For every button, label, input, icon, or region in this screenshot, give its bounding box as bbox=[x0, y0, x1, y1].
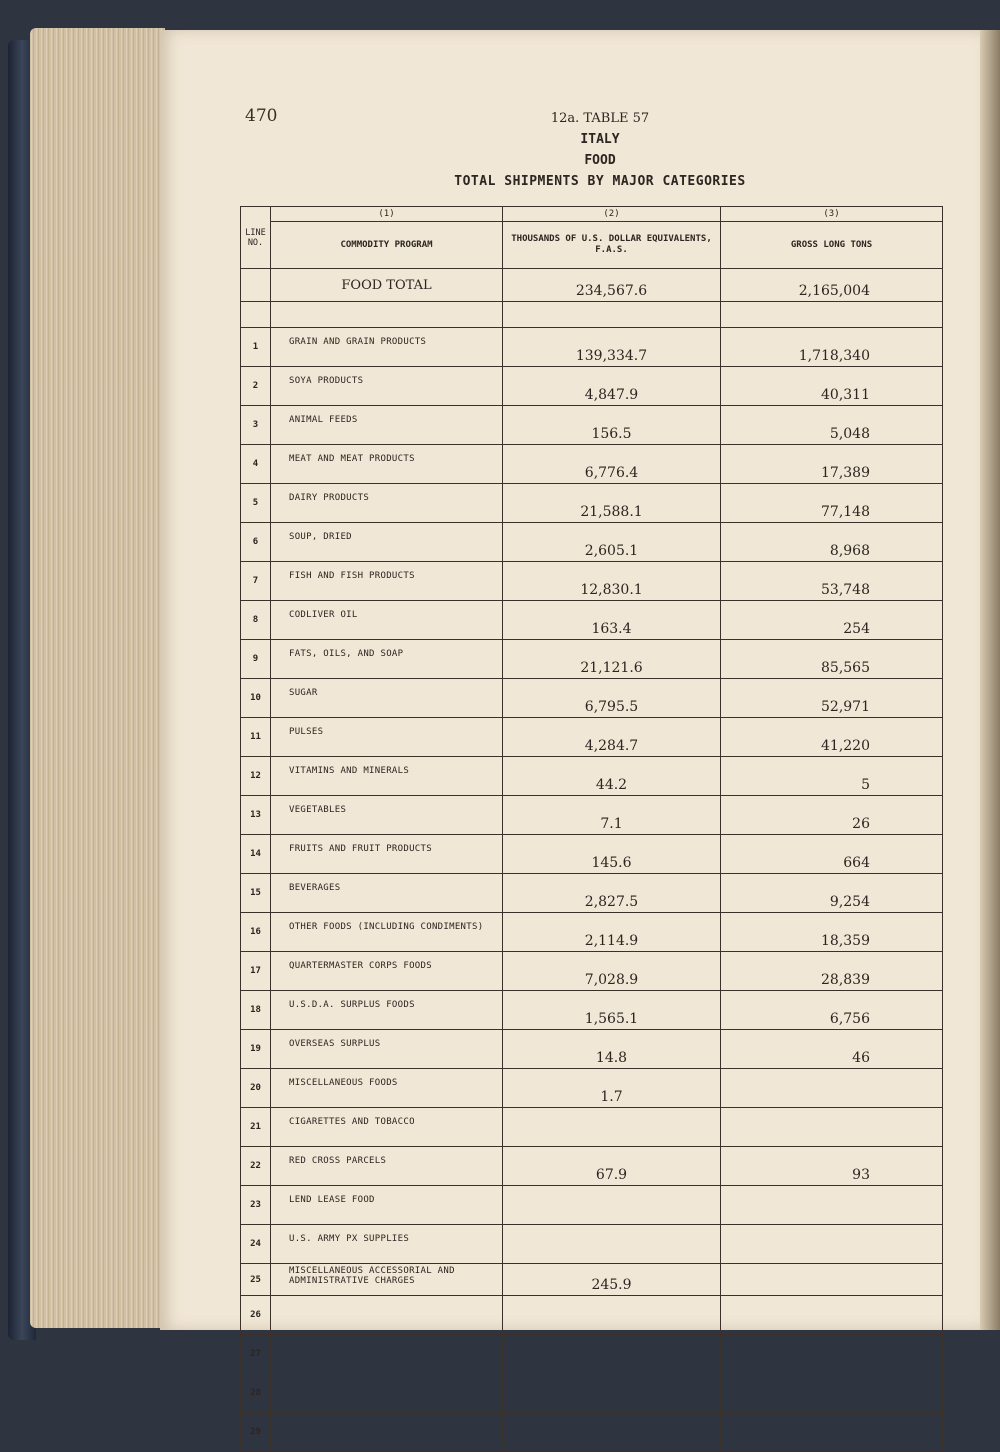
commodity-program: DAIRY PRODUCTS bbox=[271, 484, 503, 523]
line-number: 6 bbox=[241, 523, 271, 562]
table-row bbox=[241, 1335, 943, 1374]
table-row bbox=[241, 601, 943, 640]
line-number: 9 bbox=[241, 640, 271, 679]
line-number: 8 bbox=[241, 601, 271, 640]
commodity-program: CODLIVER OIL bbox=[271, 601, 503, 640]
table-row bbox=[241, 1413, 943, 1452]
line-number: 15 bbox=[241, 874, 271, 913]
line-number: 25 bbox=[241, 1264, 271, 1296]
food-total-label: FOOD TOTAL bbox=[271, 269, 503, 302]
commodity-program: SOYA PRODUCTS bbox=[271, 367, 503, 406]
dollar-value: 1.7 bbox=[503, 1069, 721, 1108]
line-number: 23 bbox=[241, 1186, 271, 1225]
line-number: 18 bbox=[241, 991, 271, 1030]
tons-value: 46 bbox=[721, 1030, 943, 1069]
line-number: 4 bbox=[241, 445, 271, 484]
commodity-program: SOUP, DRIED bbox=[271, 523, 503, 562]
table-row bbox=[241, 991, 943, 1030]
commodity-program: OTHER FOODS (INCLUDING CONDIMENTS) bbox=[271, 913, 503, 952]
table-row bbox=[241, 1264, 943, 1296]
dollar-value bbox=[503, 1108, 721, 1147]
tons-value bbox=[721, 1335, 943, 1374]
tons-value: 28,839 bbox=[721, 952, 943, 991]
line-number: 29 bbox=[241, 1413, 271, 1452]
commodity-program: BEVERAGES bbox=[271, 874, 503, 913]
dollar-value: 12,830.1 bbox=[503, 562, 721, 601]
dollar-value: 4,847.9 bbox=[503, 367, 721, 406]
tons-value: 9,254 bbox=[721, 874, 943, 913]
facing-page-edge bbox=[980, 30, 1000, 1330]
table-row bbox=[241, 1296, 943, 1335]
line-number: 12 bbox=[241, 757, 271, 796]
commodity-program: VEGETABLES bbox=[271, 796, 503, 835]
category-title: FOOD bbox=[584, 153, 616, 168]
dollar-value: 245.9 bbox=[503, 1264, 721, 1296]
line-number: 22 bbox=[241, 1147, 271, 1186]
table-subtitle: TOTAL SHIPMENTS BY MAJOR CATEGORIES bbox=[454, 174, 746, 189]
table-row bbox=[241, 1374, 943, 1413]
commodity-program: LEND LEASE FOOD bbox=[271, 1186, 503, 1225]
commodity-program: GRAIN AND GRAIN PRODUCTS bbox=[271, 328, 503, 367]
table-row bbox=[241, 562, 943, 601]
table-row bbox=[241, 523, 943, 562]
table-row bbox=[241, 640, 943, 679]
dollar-value bbox=[503, 1225, 721, 1264]
line-number: 3 bbox=[241, 406, 271, 445]
dollar-value bbox=[503, 1413, 721, 1452]
tons-value: 18,359 bbox=[721, 913, 943, 952]
commodity-program: FRUITS AND FRUIT PRODUCTS bbox=[271, 835, 503, 874]
table-row bbox=[241, 874, 943, 913]
table-heading bbox=[400, 108, 800, 192]
table-row bbox=[241, 1147, 943, 1186]
tons-value: 26 bbox=[721, 796, 943, 835]
tons-value bbox=[721, 1413, 943, 1452]
commodity-program: PULSES bbox=[271, 718, 503, 757]
commodity-program: FATS, OILS, AND SOAP bbox=[271, 640, 503, 679]
commodity-program: RED CROSS PARCELS bbox=[271, 1147, 503, 1186]
col1-number: (1) bbox=[271, 207, 503, 222]
commodity-program: ANIMAL FEEDS bbox=[271, 406, 503, 445]
tons-value: 5 bbox=[721, 757, 943, 796]
tons-value: 40,311 bbox=[721, 367, 943, 406]
table-row bbox=[241, 718, 943, 757]
dollar-value bbox=[503, 1186, 721, 1225]
line-number: 11 bbox=[241, 718, 271, 757]
table-row bbox=[241, 484, 943, 523]
table-row bbox=[241, 1186, 943, 1225]
line-number: 13 bbox=[241, 796, 271, 835]
tons-value: 41,220 bbox=[721, 718, 943, 757]
table-row bbox=[241, 913, 943, 952]
commodity-program bbox=[271, 1335, 503, 1374]
tons-value: 93 bbox=[721, 1147, 943, 1186]
tons-value: 85,565 bbox=[721, 640, 943, 679]
table-row bbox=[241, 679, 943, 718]
line-number: 17 bbox=[241, 952, 271, 991]
dollar-value bbox=[503, 1296, 721, 1335]
col3-number: (3) bbox=[721, 207, 943, 222]
dollar-value: 2,605.1 bbox=[503, 523, 721, 562]
tons-value: 17,389 bbox=[721, 445, 943, 484]
line-number: 28 bbox=[241, 1374, 271, 1413]
table-row bbox=[241, 835, 943, 874]
tons-value bbox=[721, 1296, 943, 1335]
dollar-value: 163.4 bbox=[503, 601, 721, 640]
line-number: 20 bbox=[241, 1069, 271, 1108]
line-number: 14 bbox=[241, 835, 271, 874]
tons-value bbox=[721, 1108, 943, 1147]
line-number: 27 bbox=[241, 1335, 271, 1374]
commodity-program: U.S.D.A. SURPLUS FOODS bbox=[271, 991, 503, 1030]
food-total-row bbox=[241, 269, 943, 302]
dollar-value: 21,121.6 bbox=[503, 640, 721, 679]
tons-value: 53,748 bbox=[721, 562, 943, 601]
table-row bbox=[241, 1225, 943, 1264]
gross-long-tons-header: GROSS LONG TONS bbox=[721, 222, 943, 269]
dollar-value: 4,284.7 bbox=[503, 718, 721, 757]
line-number: 19 bbox=[241, 1030, 271, 1069]
dollar-value: 7,028.9 bbox=[503, 952, 721, 991]
shipments-table bbox=[240, 206, 943, 1452]
tons-value: 1,718,340 bbox=[721, 328, 943, 367]
table-row bbox=[241, 367, 943, 406]
tons-value: 664 bbox=[721, 835, 943, 874]
spacer-row bbox=[241, 302, 943, 328]
line-number: 21 bbox=[241, 1108, 271, 1147]
food-total-dollars: 234,567.6 bbox=[503, 269, 721, 302]
line-no-header: LINE NO. bbox=[241, 207, 271, 269]
tons-value bbox=[721, 1374, 943, 1413]
tons-value: 6,756 bbox=[721, 991, 943, 1030]
table-row bbox=[241, 796, 943, 835]
dollar-value: 139,334.7 bbox=[503, 328, 721, 367]
dollar-equivalents-header: THOUSANDS OF U.S. DOLLAR EQUIVALENTS, F.A.S. bbox=[503, 222, 721, 269]
dollar-value: 6,795.5 bbox=[503, 679, 721, 718]
page-number: 470 bbox=[245, 106, 278, 126]
col2-number: (2) bbox=[503, 207, 721, 222]
commodity-program: MISCELLANEOUS ACCESSORIAL AND ADMINISTRATIVE CHARGES bbox=[271, 1264, 503, 1296]
table-row bbox=[241, 757, 943, 796]
tons-value: 77,148 bbox=[721, 484, 943, 523]
commodity-program: SUGAR bbox=[271, 679, 503, 718]
table-row bbox=[241, 406, 943, 445]
commodity-program: MEAT AND MEAT PRODUCTS bbox=[271, 445, 503, 484]
dollar-value bbox=[503, 1374, 721, 1413]
line-number: 1 bbox=[241, 328, 271, 367]
dollar-value: 67.9 bbox=[503, 1147, 721, 1186]
line-number: 10 bbox=[241, 679, 271, 718]
dollar-value: 1,565.1 bbox=[503, 991, 721, 1030]
table-id: 12a. TABLE 57 bbox=[550, 111, 650, 126]
tons-value bbox=[721, 1186, 943, 1225]
line-number: 16 bbox=[241, 913, 271, 952]
commodity-program: MISCELLANEOUS FOODS bbox=[271, 1069, 503, 1108]
tons-value bbox=[721, 1069, 943, 1108]
commodity-program bbox=[271, 1296, 503, 1335]
food-total-tons: 2,165,004 bbox=[721, 269, 943, 302]
page-edges bbox=[30, 28, 165, 1328]
dollar-value bbox=[503, 1335, 721, 1374]
table-row bbox=[241, 445, 943, 484]
commodity-program: FISH AND FISH PRODUCTS bbox=[271, 562, 503, 601]
commodity-program bbox=[271, 1413, 503, 1452]
commodity-program: CIGARETTES AND TOBACCO bbox=[271, 1108, 503, 1147]
tons-value bbox=[721, 1225, 943, 1264]
commodity-program bbox=[271, 1374, 503, 1413]
line-number: 5 bbox=[241, 484, 271, 523]
dollar-value: 145.6 bbox=[503, 835, 721, 874]
dollar-value: 21,588.1 bbox=[503, 484, 721, 523]
line-number: 26 bbox=[241, 1296, 271, 1335]
commodity-program: U.S. ARMY PX SUPPLIES bbox=[271, 1225, 503, 1264]
table-row bbox=[241, 328, 943, 367]
commodity-program: OVERSEAS SURPLUS bbox=[271, 1030, 503, 1069]
line-number: 24 bbox=[241, 1225, 271, 1264]
commodity-program: QUARTERMASTER CORPS FOODS bbox=[271, 952, 503, 991]
dollar-value: 2,827.5 bbox=[503, 874, 721, 913]
tons-value bbox=[721, 1264, 943, 1296]
tons-value: 5,048 bbox=[721, 406, 943, 445]
country-title: ITALY bbox=[580, 132, 620, 147]
dollar-value: 7.1 bbox=[503, 796, 721, 835]
tons-value: 52,971 bbox=[721, 679, 943, 718]
table-row bbox=[241, 1108, 943, 1147]
dollar-value: 14.8 bbox=[503, 1030, 721, 1069]
line-number: 2 bbox=[241, 367, 271, 406]
dollar-value: 6,776.4 bbox=[503, 445, 721, 484]
tons-value: 254 bbox=[721, 601, 943, 640]
dollar-value: 44.2 bbox=[503, 757, 721, 796]
dollar-value: 2,114.9 bbox=[503, 913, 721, 952]
commodity-program: VITAMINS AND MINERALS bbox=[271, 757, 503, 796]
tons-value: 8,968 bbox=[721, 523, 943, 562]
table-row bbox=[241, 1069, 943, 1108]
dollar-value: 156.5 bbox=[503, 406, 721, 445]
table-row bbox=[241, 1030, 943, 1069]
table-row bbox=[241, 952, 943, 991]
line-number: 7 bbox=[241, 562, 271, 601]
commodity-program-header: COMMODITY PROGRAM bbox=[271, 222, 503, 269]
